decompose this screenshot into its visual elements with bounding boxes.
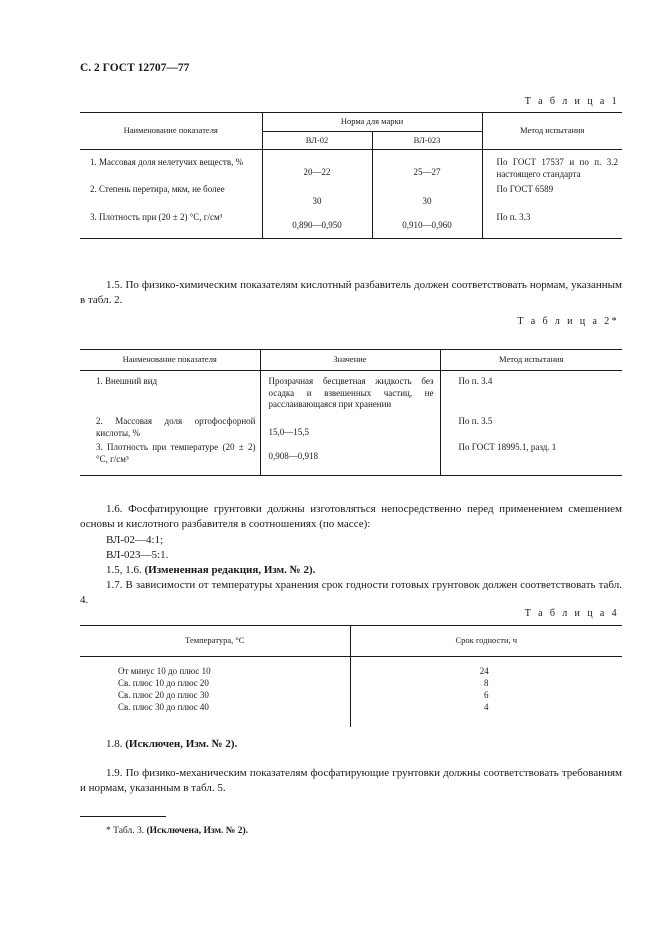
table4-row3-temp: Св. плюс 20 до плюс 30 bbox=[118, 689, 209, 700]
table1-row1-method: По ГОСТ 17537 и по п. 3.2 настоящего стандарта bbox=[482, 150, 622, 181]
table1-row3-vl02: 0,890—0,950 bbox=[262, 208, 372, 238]
table2-row1-name: 1. Внешний вид bbox=[96, 376, 158, 386]
table-row bbox=[80, 371, 622, 412]
table2-col-name: Наименование показателя bbox=[122, 354, 217, 365]
edit-note bbox=[106, 563, 315, 578]
table1-row2-method: По ГОСТ 6589 bbox=[482, 180, 622, 208]
table4-col-shelf: Срок годности, ч bbox=[350, 626, 622, 657]
edit-note-prefix: 1.5, 1.6. bbox=[106, 564, 142, 576]
table1-row1-name: 1. Массовая доля нелетучих веществ, % bbox=[90, 157, 244, 167]
table1-col-name: Наименование показателя bbox=[80, 113, 262, 150]
table1-row1-vl02: 20—22 bbox=[262, 150, 372, 181]
table4-row1-temp: От минус 10 до плюс 10 bbox=[118, 666, 211, 676]
ratio-vl02: ВЛ-02—4:1; bbox=[106, 534, 164, 546]
paragraph-1-8-prefix: 1.8. bbox=[106, 738, 123, 750]
table1-row2-vl02: 30 bbox=[262, 180, 372, 208]
table1-col-vl023: ВЛ-023 bbox=[372, 132, 482, 150]
table2-caption: Т а б л и ц а 2* bbox=[517, 316, 619, 327]
table2 bbox=[80, 349, 622, 476]
table2-col-value: Значение bbox=[260, 350, 440, 371]
table-row bbox=[80, 657, 622, 678]
table2-col-method: Метод испытания bbox=[440, 350, 622, 371]
table2-row3-method: По ГОСТ 18995.1, разд. 1 bbox=[440, 439, 622, 475]
table-row bbox=[80, 208, 622, 238]
table4-caption: Т а б л и ц а 4 bbox=[524, 608, 619, 619]
table2-row2-method: По п. 3.5 bbox=[440, 411, 622, 439]
table4 bbox=[80, 625, 622, 727]
table1-row3-method: По п. 3.3 bbox=[482, 208, 622, 238]
table2-row3-value: 0,908—0,918 bbox=[260, 439, 440, 475]
table-row bbox=[80, 439, 622, 475]
footnote-prefix: * Табл. 3. bbox=[106, 826, 145, 836]
table1-col-vl02: ВЛ-02 bbox=[262, 132, 372, 150]
footnote bbox=[106, 826, 248, 836]
table-row bbox=[80, 690, 622, 702]
table4-row2-temp: Св. плюс 10 до плюс 20 bbox=[118, 677, 209, 688]
footnote-bold: (Исключена, Изм. № 2). bbox=[146, 826, 249, 836]
table4-row2-shelf: 8 bbox=[350, 678, 622, 690]
table2-row1-value: Прозрачная бесцветная жидкость без осадка и взвешенных частиц, не расслаивающаяся при хранении bbox=[260, 371, 440, 412]
table4-col-temp: Температура, °С bbox=[185, 635, 245, 646]
table-row bbox=[80, 702, 622, 727]
table1-row3-name: 3. Плотность при (20 ± 2) °С, г/см³ bbox=[90, 212, 223, 223]
table2-row2-name: 2. Массовая доля ортофосфорной кислоты, % bbox=[96, 416, 256, 438]
paragraph-1-7: 1.7. В зависимости от температуры хранения срок годности готовых грунтовок должен соответствовать табл. 4. bbox=[80, 579, 622, 607]
table1 bbox=[80, 112, 622, 239]
table2-row3-name: 3. Плотность при температуре (20 ± 2) °С, г/см³ bbox=[96, 442, 256, 465]
table4-row4-temp: Св. плюс 30 до плюс 40 bbox=[118, 701, 209, 712]
table1-row2-vl023: 30 bbox=[372, 180, 482, 208]
table4-row4-shelf: 4 bbox=[350, 702, 622, 727]
table-row bbox=[80, 678, 622, 690]
ratio-vl023: ВЛ-023—5:1. bbox=[106, 549, 169, 561]
table2-row2-value: 15,0—15,5 bbox=[260, 411, 440, 439]
page-header: С. 2 ГОСТ 12707—77 bbox=[80, 62, 190, 74]
paragraph-1-5: 1.5. По физико-химическим показателям кислотный разбавитель должен соответствовать нормам, указанным в табл. 2. bbox=[80, 279, 622, 307]
table1-row3-vl023: 0,910—0,960 bbox=[372, 208, 482, 238]
table-row bbox=[80, 150, 622, 181]
table1-row1-vl023: 25—27 bbox=[372, 150, 482, 181]
table1-row2-name: 2. Степень перетира, мкм, не более bbox=[90, 184, 225, 195]
edit-note-bold: (Измененная редакция, Изм. № 2). bbox=[144, 564, 316, 576]
table1-col-norm: Норма для марки bbox=[262, 113, 482, 132]
footnote-separator bbox=[80, 816, 166, 817]
table-row bbox=[80, 411, 622, 439]
paragraph-1-8 bbox=[106, 737, 237, 752]
table-row bbox=[80, 180, 622, 208]
paragraph-1-9: 1.9. По физико-механическим показателям фосфатирующие грунтовки должны соответствовать требованиям и нормам, указанным в табл. 5. bbox=[80, 767, 622, 795]
table1-caption: Т а б л и ц а 1 bbox=[524, 96, 619, 107]
table4-row1-shelf: 24 bbox=[350, 657, 622, 678]
table1-col-method: Метод испытания bbox=[482, 113, 622, 150]
table2-row1-method: По п. 3.4 bbox=[440, 371, 622, 412]
paragraph-1-6: 1.6. Фосфатирующие грунтовки должны изготовляться непосредственно перед применением смешением основы и кислотного разбавителя в соотношениях (по массе): bbox=[80, 503, 622, 531]
paragraph-1-8-bold: (Исключен, Изм. № 2). bbox=[125, 738, 238, 750]
table4-row3-shelf: 6 bbox=[350, 690, 622, 702]
